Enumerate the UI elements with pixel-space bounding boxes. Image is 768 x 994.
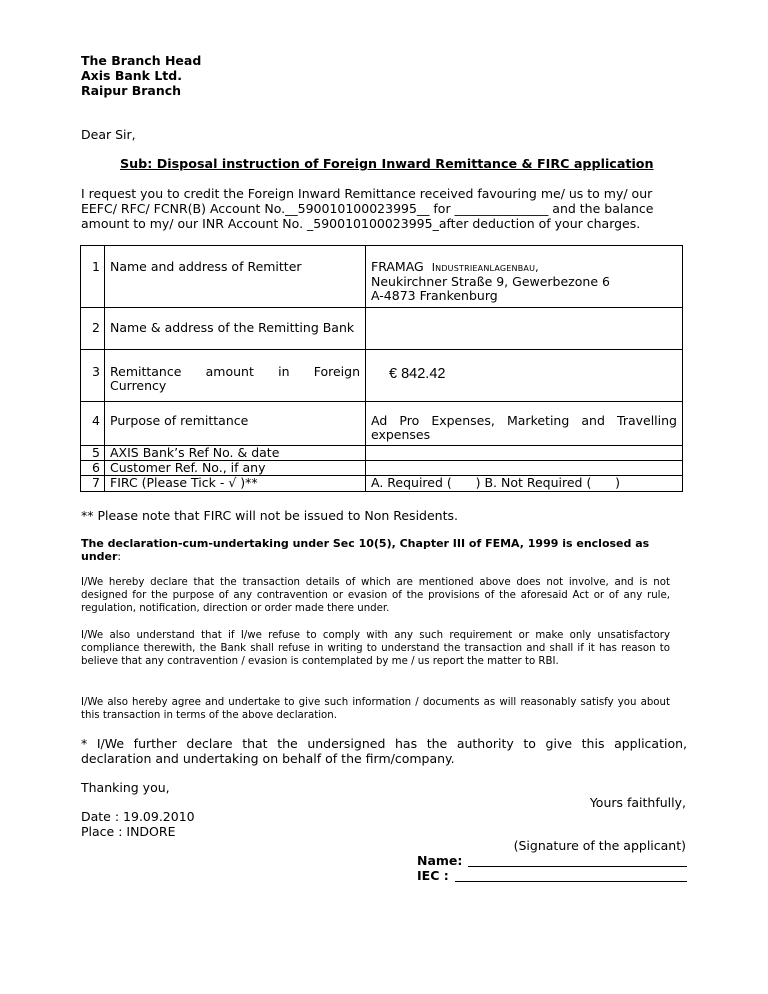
yours-faithfully: Yours faithfully, [589,795,686,810]
declaration-heading-colon: : [117,550,122,563]
row-label: Customer Ref. No., if any [105,461,366,476]
recipient-line-3: Raipur Branch [81,83,182,98]
declaration-heading-under: under [81,550,118,563]
table-row [81,446,683,461]
declaration-para-1: I/We hereby declare that the transaction details of which are mentioned above does not involve, and is not designed for the purpose of any contravention or evasion of the provisions of the aforesaid Act or of any rule, regulation, notification, direction or order made there under. [81,577,670,614]
row-label: AXIS Bank’s Ref No. & date [105,446,366,461]
declaration-para-2: I/We also understand that if I/we refuse to comply with any such requirement or make only unsatisfactory compliance therewith, the Bank shall refuse in writing to understand the transaction and shall if it has reason to believe that any contravention / evasion is contemplated by me / us report the matter to RBI. [81,630,670,667]
subject: Sub: Disposal instruction of Foreign Inward Remittance & FIRC application [120,156,654,171]
remitter-value [366,246,683,308]
row-label: Purpose of remittance [105,402,366,446]
recipient-line-2: Axis Bank Ltd. [81,68,182,83]
row-number: 3 [81,350,105,402]
row-label: Name & address of the Remitting Bank [105,308,366,350]
firc-options: A. Required ( ) B. Not Required ( ) [366,476,683,492]
purpose-value [366,402,683,446]
row-label-line-1: Remittance amount in Foreign [110,364,360,379]
place: Place : INDORE [81,824,176,839]
remitter-name: FRAMAG [371,259,424,274]
declaration-para-4-line-1: * I/We further declare that the undersigned has the authority to give this application, [81,736,687,751]
request-line-2: EEFC/ RFC/ FCNR(B) Account No.__590010100023995__ for _______________ and the balance [81,201,654,216]
thanking-you: Thanking you, [81,780,170,795]
declaration-heading-line-2 [81,550,121,563]
table-row [81,461,683,476]
table-row [81,246,683,308]
name-label: Name: [417,853,463,868]
row-number: 1 [81,246,105,308]
row-number: 4 [81,402,105,446]
purpose-line-1: Ad Pro Expenses, Marketing and Travelling [371,413,677,428]
iec-signature-line [455,868,687,882]
row-number: 7 [81,476,105,492]
amount-value: € 842.42 [389,366,446,382]
bank-ref-value [366,446,683,461]
remitter-city: A-4873 Frankenburg [371,288,498,303]
remitter-company-type: Industrieanlagenbau, [431,261,539,274]
row-label: Name and address of Remitter [105,246,366,308]
name-signature-line [468,853,687,867]
date: Date : 19.09.2010 [81,809,195,824]
table-row [81,402,683,446]
row-label: FIRC (Please Tick - √ )** [105,476,366,492]
declaration-para-4-line-2: declaration and undertaking on behalf of the firm/company. [81,751,455,766]
firc-note: ** Please note that FIRC will not be issued to Non Residents. [81,508,458,523]
table-row [81,476,683,492]
recipient-line-1: The Branch Head [81,53,202,68]
amount-cell [366,350,683,402]
remitter-street: Neukirchner Straße 9, Gewerbezone 6 [371,274,610,289]
remitting-bank-value [366,308,683,350]
row-number: 5 [81,446,105,461]
table-row [81,308,683,350]
signature-label: (Signature of the applicant) [513,838,686,853]
request-line-3: amount to my/ our INR Account No. _590010100023995_after deduction of your charges. [81,216,641,231]
remittance-table [80,245,683,492]
iec-label: IEC : [417,868,449,883]
declaration-heading-line-1: The declaration-cum-undertaking under Sec 10(5), Chapter III of FEMA, 1999 is enclosed as [81,537,650,550]
row-label-line-2: Currency [110,378,167,393]
salutation: Dear Sir, [81,127,136,142]
declaration-para-3: I/We also hereby agree and undertake to give such information / documents as will reasonably satisfy you about this transaction in terms of the above declaration. [81,697,670,721]
row-label [105,350,366,402]
customer-ref-value [366,461,683,476]
table-row [81,350,683,402]
row-number: 2 [81,308,105,350]
request-line-1: I request you to credit the Foreign Inward Remittance received favouring me/ us to my/ our [81,186,653,201]
purpose-line-2: expenses [371,427,431,442]
row-number: 6 [81,461,105,476]
